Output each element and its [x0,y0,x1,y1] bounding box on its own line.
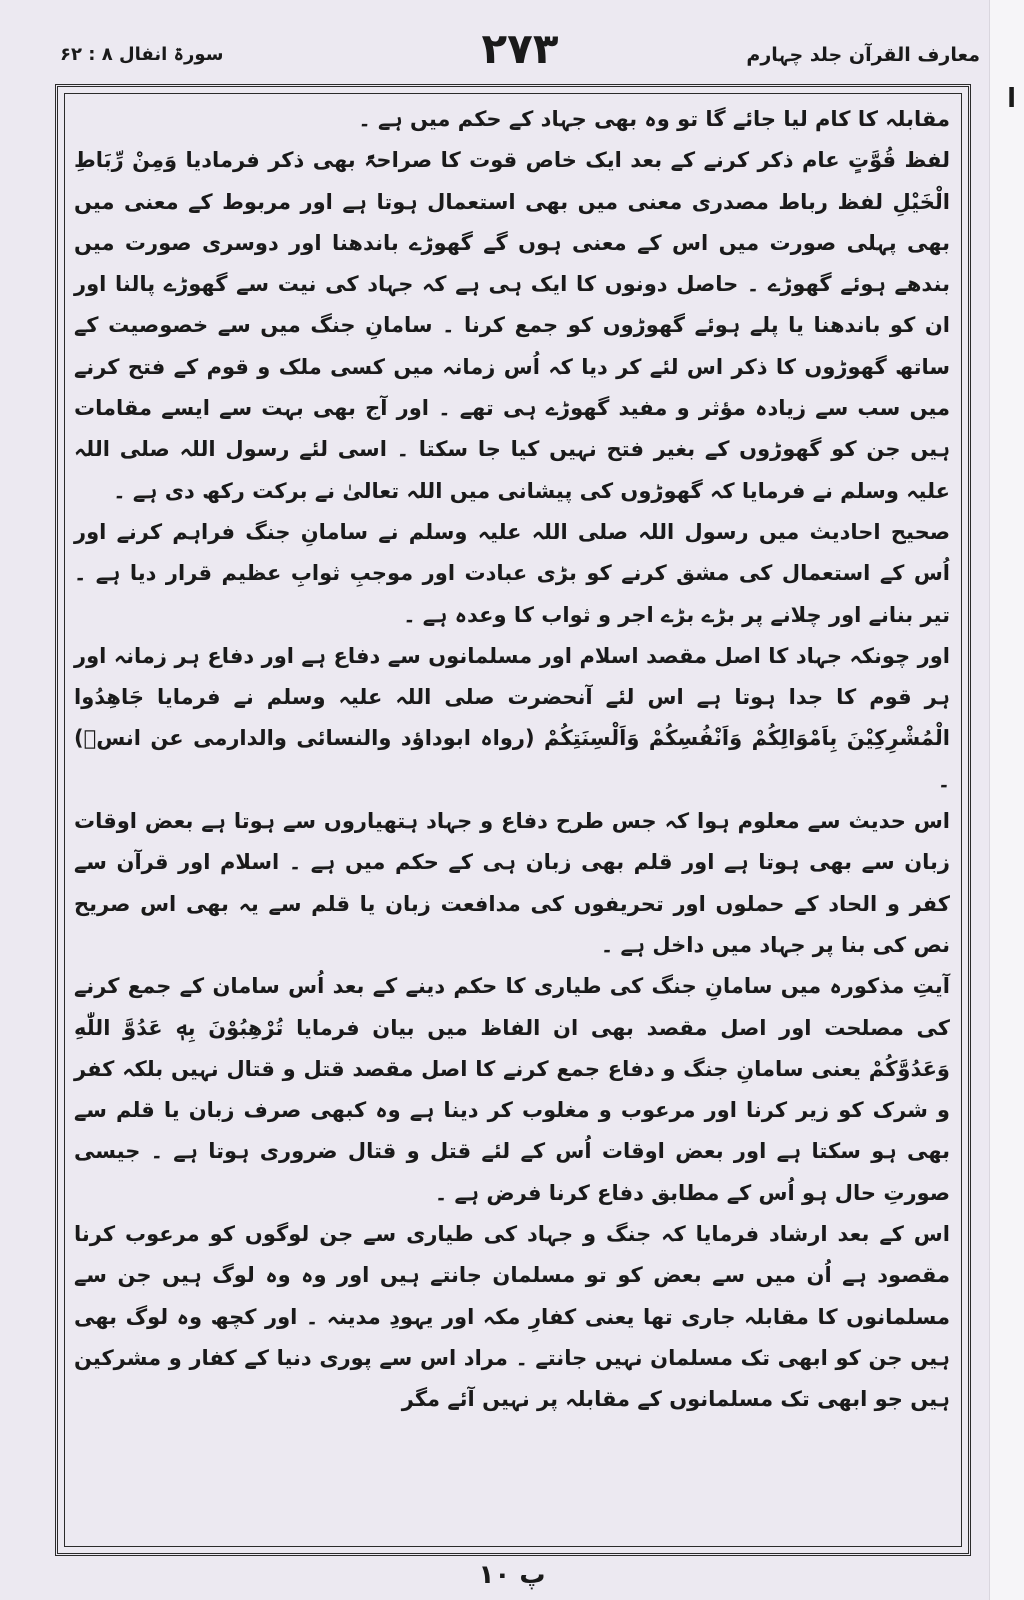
book-title: معارف القرآن جلد چہارم [746,44,980,66]
signature-mark: پ ۱۰ [478,1560,546,1590]
paragraph: اس کے بعد ارشاد فرمایا کہ جنگ و جہاد کی طیاری سے جن لوگوں کو مرعوب کرنا مقصود ہے اُن میں سے بعض کو تو مسلمان جانتے ہیں اور وہ وہ لوگ ہیں جن سے مسلمانوں کا مقابلہ جاری تھا یعنی کفارِ مکہ اور یہودِ مدینہ ۔ اور کچھ وہ لوگ بھی ہیں جن کو ابھی تک مسلمان نہیں جانتے ۔ مراد اس سے پوری دنیا کے کفار و مشرکین ہیں جو ابھی تک مسلمانوں کے مقابلہ پر نہیں آئے مگر [74,1222,950,1412]
paragraph: صحیح احادیث میں رسول اللہ صلی اللہ علیہ وسلم نے سامانِ جنگ فراہم کرنے اور اُس کے استعمال کی مشق کرنے کو بڑی عبادت اور موجبِ ثوابِ عظیم قرار دیا ہے ۔ تیر بنانے اور چلانے پر بڑے بڑے اجر و ثواب کا وعدہ ہے ۔ [74,519,950,627]
paragraph: آیتِ مذکورہ میں سامانِ جنگ کی طیاری کا حکم دینے کے بعد اُس سامان کے جمع کرنے کی مصلحت اور اصل مقصد بھی ان الفاظ میں بیان فرمایا تُرْهِبُوْنَ بِهٖ عَدُوَّ اللّٰهِ وَعَدُوَّكُمْ یعنی سامانِ جنگ و دفاع جمع کرنے کا اصل مقصد قتل و قتال نہیں بلکہ کفر و شرک کو زیر کرنا اور مرعوب و مغلوب کر دینا ہے وہ کبھی صرف زبان یا قلم سے بھی ہو سکتا ہے اور بعض اوقات اُس کے لئے قتل و قتال ضروری ہوتا ہے ۔ جیسی صورتِ حال ہو اُس کے مطابق دفاع کرنا فرض ہے ۔ [74,974,950,1205]
page-number: ۲۷۳ [481,24,559,73]
surah-reference: سورۃ انفال ۸ : ۶۲ [60,44,224,65]
edge-mark: ا [1007,84,1016,114]
text-frame [55,84,971,1556]
paragraph: اور چونکہ جہاد کا اصل مقصد اسلام اور مسلمانوں سے دفاع ہے اور دفاع ہر زمانہ اور ہر قوم کا جدا ہوتا ہے اس لئے آنحضرت صلی اللہ علیہ وسلم نے فرمایا جَاهِدُوا الْمُشْرِكِيْنَ بِاَمْوَالِكُمْ وَاَنْفُسِكُمْ وَاَلْسِنَتِكُمْ (رواہ ابوداؤد والنسائی والدارمی عن انسؓ) ۔ [74,643,950,792]
paragraph: لفظ قُوَّتٍ عام ذکر کرنے کے بعد ایک خاص قوت کا صراحۃً بھی ذکر فرمادیا وَمِنْ رِّبَاطِ الْخَيْلِ لفظ رباط مصدری معنی میں بھی استعمال ہوتا ہے اور مربوط کے معنی میں بھی پہلی صورت میں اس کے معنی ہوں گے گھوڑے باندھنا اور دوسری صورت میں بندھے ہوئے گھوڑے ۔ حاصل دونوں کا ایک ہی ہے کہ جہاد کی نیت سے گھوڑے پالنا اور ان کو باندھنا یا پلے ہوئے گھوڑوں کو جمع کرنا ۔ سامانِ جنگ میں سے خصوصیت کے ساتھ گھوڑوں کا ذکر اس لئے کر دیا کہ اُس زمانہ میں کسی ملک و قوم کے فتح کرنے میں سب سے زیادہ مؤثر و مفید گھوڑے ہی تھے ۔ اور آج بھی بہت سے ایسے مقامات ہیں جن کو گھوڑوں کے بغیر فتح نہیں کیا جا سکتا ۔ اسی لئے رسول اللہ صلی اللہ علیہ وسلم نے فرمایا کہ گھوڑوں کی پیشانی میں اللہ تعالیٰ نے برکت رکھ دی ہے ۔ [74,148,950,503]
adjacent-page-edge [989,0,1024,1600]
body-text [74,99,950,1421]
paragraph: اس حدیث سے معلوم ہوا کہ جس طرح دفاع و جہاد ہتھیاروں سے ہوتا ہے بعض اوقات زبان سے بھی ہوتا ہے اور قلم بھی زبان ہی کے حکم میں ہے ۔ اسلام اور قرآن سے کفر و الحاد کے حملوں اور تحریفوں کی مدافعت زبان یا قلم سے یہ بھی اس صریح نص کی بنا پر جہاد میں داخل ہے ۔ [74,809,950,957]
running-header [60,24,980,76]
paragraph: مقابلہ کا کام لیا جائے گا تو وہ بھی جہاد کے حکم میں ہے ۔ [358,107,950,131]
